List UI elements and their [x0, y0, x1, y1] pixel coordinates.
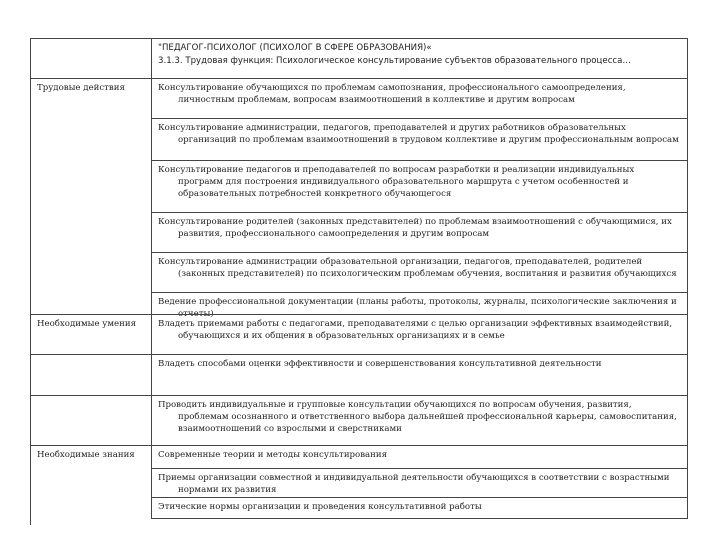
table-row: Проводить индивидуальные и групповые консультации обучающихся по вопросам обучения, развития, проблемам осознанного и ответственного выбора дальнейшей профессиональной карьеры, самовоспитания, взаимоотношений со взрослыми и сверстниками — [151, 395, 688, 445]
document-title: "ПЕДАГОГ-ПСИХОЛОГ (ПСИХОЛОГ В СФЕРЕ ОБРАЗОВАНИЯ)« — [158, 43, 432, 53]
table-row: Приемы организации совместной и индивидуальной деятельности обучающихся в соответствии с возрастными нормами их развития — [151, 468, 688, 497]
table-row: Консультирование педагогов и преподавателей по вопросам разработки и реализации индивидуальных программ для построения индивидуального образовательного маршрута с учетом особенностей и образовательных потребностей конкретного обучающегося — [151, 160, 688, 212]
section-label-skills: Необходимые умения — [30, 314, 151, 354]
table-row: Консультирование обучающихся по проблемам самопознания, профессионального самоопределения, личностным проблемам, вопросам взаимоотношений в коллективе и другим вопросам — [151, 78, 688, 118]
empty-label-cell — [30, 354, 151, 395]
section-label-actions: Трудовые действия — [30, 78, 151, 314]
table-bottom-border — [151, 518, 688, 519]
header-left-cell — [30, 38, 151, 78]
table-row: Этические нормы организации и проведения консультативной работы — [151, 497, 688, 518]
table-row: Консультирование администрации, педагогов, преподавателей и других работников образовательных организаций по проблемам взаимоотношений в трудовом коллективе и другим профессиональным вопросам — [151, 118, 688, 160]
table-row: Владеть приемами работы с педагогами, преподавателями с целью организации эффективных взаимодействий, обучающихся и их общения в образовательных организациях и в семье — [151, 314, 688, 354]
table-row: Консультирование администрации образовательной организации, педагогов, преподавателей, родителей (законных представителей) по психологическим проблемам обучения, воспитания и развития обучающихся — [151, 252, 688, 292]
labor-function-title: 3.1.3. Трудовая функция: Психологическое консультирование субъектов образовательного процесса… — [158, 56, 632, 66]
section-label-knowledge: Необходимые знания — [30, 445, 151, 525]
table-row: Владеть способами оценки эффективности и совершенствования консультативной деятельности — [151, 354, 688, 395]
table-row: Ведение профессиональной документации (планы работы, протоколы, журналы, психологические заключения и отчеты) — [151, 292, 688, 314]
table-row: Консультирование родителей (законных представителей) по проблемам взаимоотношений с обучающимися, их развития, профессионального самоопределения и другим вопросам — [151, 212, 688, 252]
empty-label-cell — [30, 395, 151, 445]
table-row: Современные теории и методы консультирования — [151, 445, 688, 468]
table-header — [151, 38, 688, 78]
